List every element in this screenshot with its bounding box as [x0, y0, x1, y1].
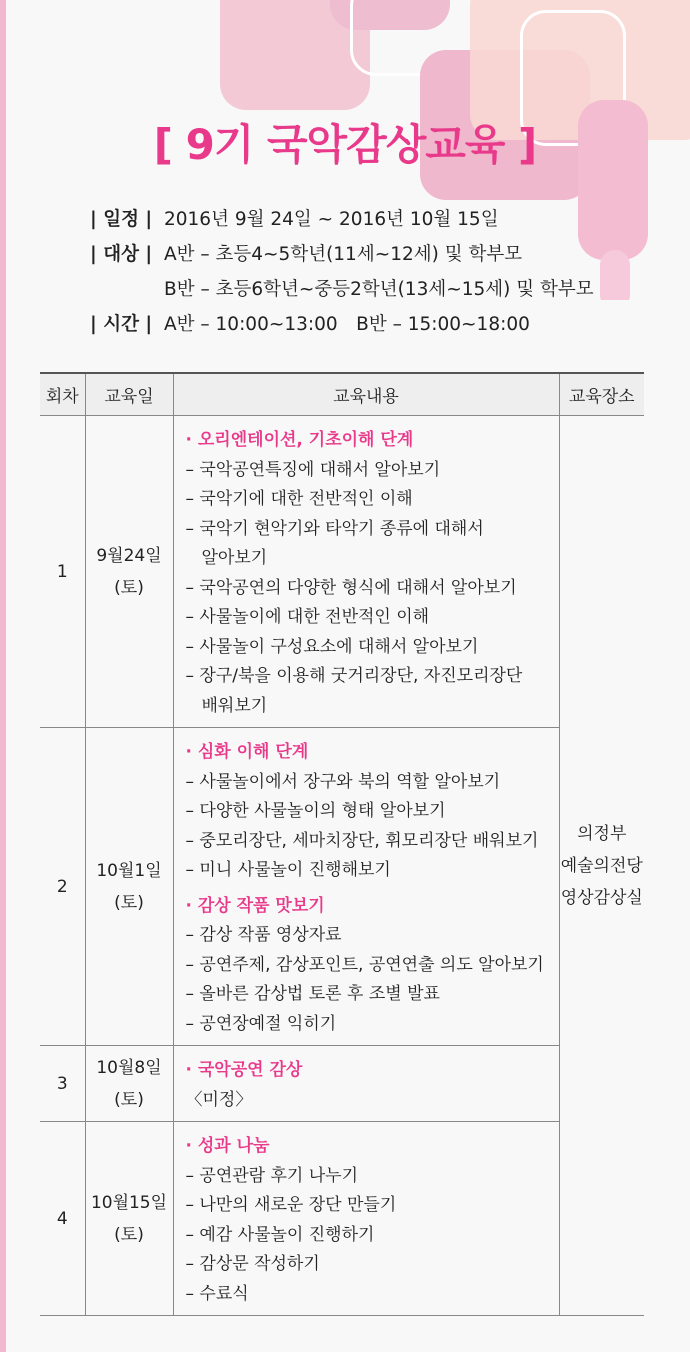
content-item: – 수료식 [185, 1283, 249, 1304]
schedule-label: | 일정 | [90, 209, 153, 230]
content-item: – 감상 작품 영상자료 [185, 925, 342, 945]
content-item: – 다양한 사물놀이의 형태 알아보기 [185, 801, 446, 821]
content-item: – 국악기 현악기와 타악기 종류에 대해서 알아보기 [185, 518, 484, 568]
target-row [90, 237, 594, 307]
content-item: – 예감 사물놀이 진행하기 [185, 1224, 375, 1245]
section-heading: · 성과 나눔 [185, 1136, 270, 1156]
info-block [90, 202, 594, 342]
content-item: – 나만의 새로운 장단 만들기 [185, 1195, 397, 1215]
session-date [85, 1046, 173, 1122]
session-number: 1 [40, 416, 85, 728]
time-label: | 시간 | [90, 314, 153, 335]
header-content: 교육내용 [173, 373, 559, 416]
date-day: 10월15일 [90, 1192, 168, 1213]
table-row [40, 416, 644, 728]
content-item: – 공연관람 후기 나누기 [185, 1165, 359, 1186]
schedule-row [90, 202, 594, 237]
session-content [173, 416, 559, 728]
table-header-row [40, 373, 644, 416]
time-value: A반 – 10:00~13:00 B반 – 15:00~18:00 [164, 314, 530, 335]
target-label: | 대상 | [90, 244, 153, 265]
session-number: 4 [40, 1122, 85, 1316]
section-heading: · 감상 작품 맛보기 [185, 895, 325, 916]
place-line: 의정부 [577, 823, 627, 844]
table-row [40, 1046, 644, 1122]
session-content [173, 1046, 559, 1122]
target-line-a: A반 – 초등4~5학년(11세~12세) 및 학부모 [164, 244, 523, 265]
content-item: – 사물놀이에 대한 전반적인 이해 [185, 607, 430, 627]
date-weekday: (토) [114, 1224, 144, 1245]
header-place: 교육장소 [559, 373, 644, 416]
session-place [559, 416, 644, 1316]
session-date [85, 728, 173, 1046]
session-date [85, 416, 173, 728]
content-item: – 장구/북을 이용해 굿거리장단, 자진모리장단 배워보기 [185, 666, 523, 716]
session-date [85, 1122, 173, 1316]
date-day: 10월8일 [96, 1057, 162, 1078]
page-title: [ 9기 국악감상교육 ] [153, 120, 537, 169]
session-number: 2 [40, 728, 85, 1046]
section-heading: · 국악공연 감상 [185, 1060, 303, 1080]
schedule-value: 2016년 9월 24일 ~ 2016년 10월 15일 [164, 209, 499, 230]
content-item: – 미니 사물놀이 진행해보기 [185, 860, 391, 880]
session-content [173, 1122, 559, 1316]
session-number: 3 [40, 1046, 85, 1122]
table-row [40, 728, 644, 1046]
table-row [40, 1122, 644, 1316]
session-content [173, 728, 559, 1046]
schedule-table [40, 372, 644, 1316]
content-item: – 사물놀이에서 장구와 북의 역할 알아보기 [185, 771, 501, 792]
content-item: – 국악기에 대한 전반적인 이해 [185, 489, 413, 509]
target-line-b: B반 – 초등6학년~중등2학년(13세~15세) 및 학부모 [164, 279, 594, 300]
time-row [90, 307, 594, 342]
date-day: 10월1일 [96, 860, 162, 881]
date-day: 9월24일 [96, 545, 162, 566]
section-heading: · 오리엔테이션, 기초이해 단계 [185, 430, 414, 450]
content-item: – 올바른 감상법 토론 후 조별 발표 [185, 984, 440, 1004]
date-weekday: (토) [114, 577, 144, 598]
content-item: – 공연주제, 감상포인트, 공연연출 의도 알아보기 [185, 954, 544, 975]
content-item: – 사물놀이 구성요소에 대해서 알아보기 [185, 636, 479, 657]
header-session: 회차 [40, 373, 85, 416]
place-line: 예술의전당 [560, 855, 643, 876]
content-item: – 감상문 작성하기 [185, 1254, 320, 1274]
content-item: – 공연장예절 익히기 [185, 1013, 337, 1034]
header-date: 교육일 [85, 373, 173, 416]
content-item: 〈미정〉 [185, 1089, 253, 1110]
date-weekday: (토) [114, 892, 144, 913]
section-heading: · 심화 이해 단계 [185, 742, 309, 762]
content-item: – 국악공연의 다양한 형식에 대해서 알아보기 [185, 577, 517, 598]
date-weekday: (토) [114, 1089, 144, 1110]
content-item: – 국악공연특징에 대해서 알아보기 [185, 459, 441, 480]
place-line: 영상감상실 [560, 887, 643, 908]
content-item: – 중모리장단, 세마치장단, 휘모리장단 배워보기 [185, 830, 539, 851]
